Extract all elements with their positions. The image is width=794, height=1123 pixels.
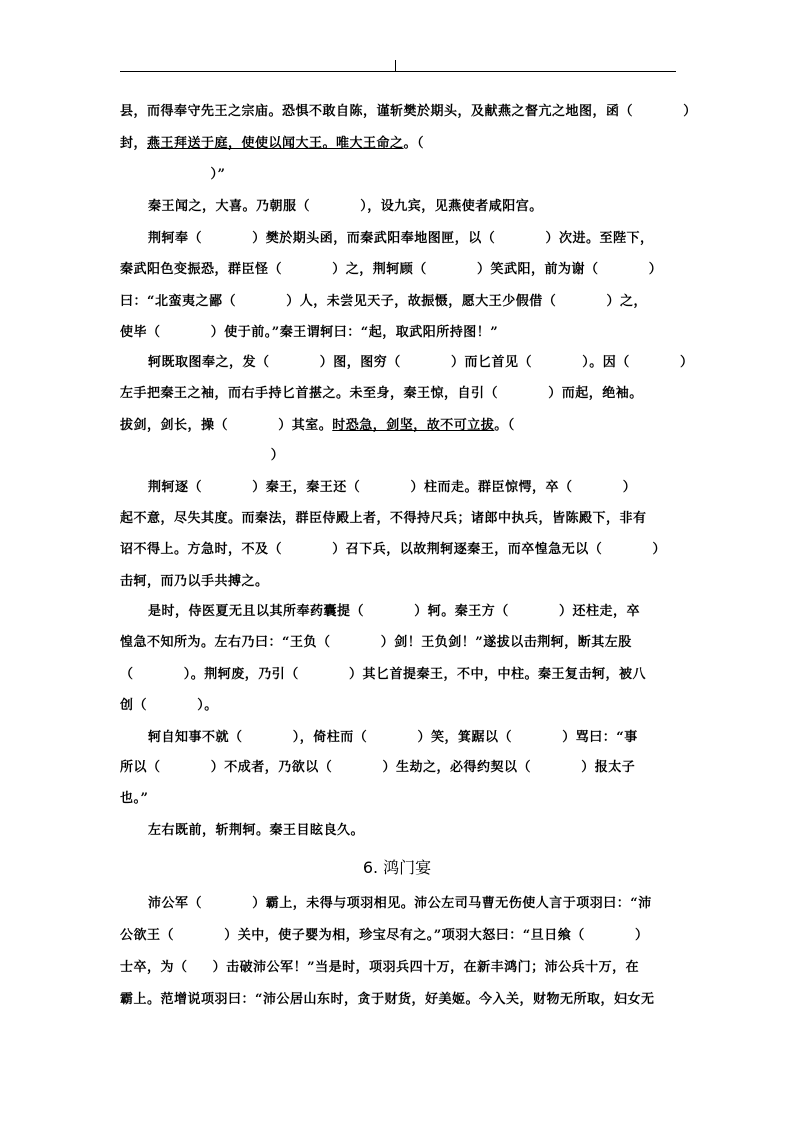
text-line: 沛公军（ ）霸上，未得与项羽相见。沛公左司马曹无伤使人言于项羽曰：“沛 <box>148 896 652 911</box>
text-line: （ ）。荆轲废，乃引（ ）其匕首提秦王，不中，中柱。秦王复击轲，被八 <box>120 667 647 682</box>
text-segment: 拔剑，剑长，操（ ）其室。 <box>120 418 333 433</box>
text-line: ）” <box>120 167 226 182</box>
text-line: 公欲王（ ）关中，使子婴为相，珍宝尽有之。”项羽大怒曰：“旦日飨（ ） <box>120 928 649 943</box>
text-line: ） <box>120 448 285 463</box>
header-mark <box>395 60 396 71</box>
underlined-sentence: 时恐急，剑坚，故不可立拔 <box>332 418 495 433</box>
text-line: 惶急不知所为。左右乃曰：“王负（ ）剑！王负剑！”遂拔以击荆轲，断其左股 <box>120 635 632 650</box>
text-line: 荆轲奉（ ）樊於期头函，而秦武阳奉地图匣，以（ ）次进。至陛下， <box>148 231 654 246</box>
text-line: 使毕（ ）使于前。”秦王谓轲曰：“起，取武阳所持图！” <box>120 325 499 340</box>
text-line: 诏不得上。方急时，不及（ ）召下兵，以故荆轲逐秦王，而卒惶急无以（ ） <box>120 542 667 557</box>
header-rule <box>120 71 676 72</box>
text-segment: 封， <box>120 136 148 151</box>
text-line <box>120 136 424 152</box>
text-line: 曰：“北蛮夷之鄙（ ）人，未尝见天子，故振慑，愿大王少假借（ ）之， <box>120 294 647 309</box>
underlined-sentence: 燕王拜送于庭，使使以闻大王。唯大王命之 <box>147 136 404 151</box>
text-line: 县，而得奉守先王之宗庙。恐惧不敢自陈，谨斩樊於期头，及献燕之督亢之地图，函（ ） <box>120 104 697 119</box>
text-line: 创（ ）。 <box>120 698 218 713</box>
text-line: 轲既取图奉之，发（ ）图，图穷（ ）而匕首见（ ）。因（ ） <box>148 355 694 370</box>
text-line: 霸上。范增说项羽曰：“沛公居山东时，贪于财货，好美姬。今入关，财物无所取，妇女无 <box>120 992 655 1007</box>
text-line: 起不意，尽失其度。而秦法，群臣侍殿上者，不得持尺兵；诸郎中执兵，皆陈殿下，非有 <box>120 511 647 526</box>
text-line: 荆轲逐（ ）秦王，秦王还（ ）柱而走。群臣惊愕，卒（ ） <box>148 480 637 495</box>
section-title: 6. 鸿门宴 <box>362 858 432 877</box>
text-line: 左右既前，斩荆轲。秦王目眩良久。 <box>148 823 365 838</box>
text-line: 秦王闻之，大喜。乃朝服（ ），设九宾，见燕使者咸阳宫。 <box>148 199 543 214</box>
text-line: 秦武阳色变振恐，群臣怪（ ）之，荆轲顾（ ）笑武阳，前为谢（ ） <box>120 262 663 277</box>
text-segment: 。（ <box>494 418 515 433</box>
text-line: 左手把秦王之袖，而右手持匕首揕之。未至身，秦王惊，自引（ ）而起，绝袖。 <box>120 386 643 401</box>
text-segment: 。（ <box>403 136 425 151</box>
text-line: 击轲，而乃以手共搏之。 <box>120 574 269 589</box>
text-line: 士卒，为（ ）击破沛公军！”当是时，项羽兵四十万，在新丰鸿门；沛公兵十万，在 <box>120 960 640 975</box>
text-line: 是时，侍医夏无且以其所奉药囊提（ ）轲。秦王方（ ）还柱走，卒 <box>148 604 641 619</box>
text-line: 轲自知事不就（ ），倚柱而（ ）笑，箕踞以（ ）骂曰：“事 <box>148 730 638 745</box>
text-line: 也。” <box>120 791 149 806</box>
text-line <box>120 418 515 434</box>
text-line: 所以（ ）不成者，乃欲以（ ）生劫之，必得约契以（ ）报太子 <box>120 760 636 775</box>
